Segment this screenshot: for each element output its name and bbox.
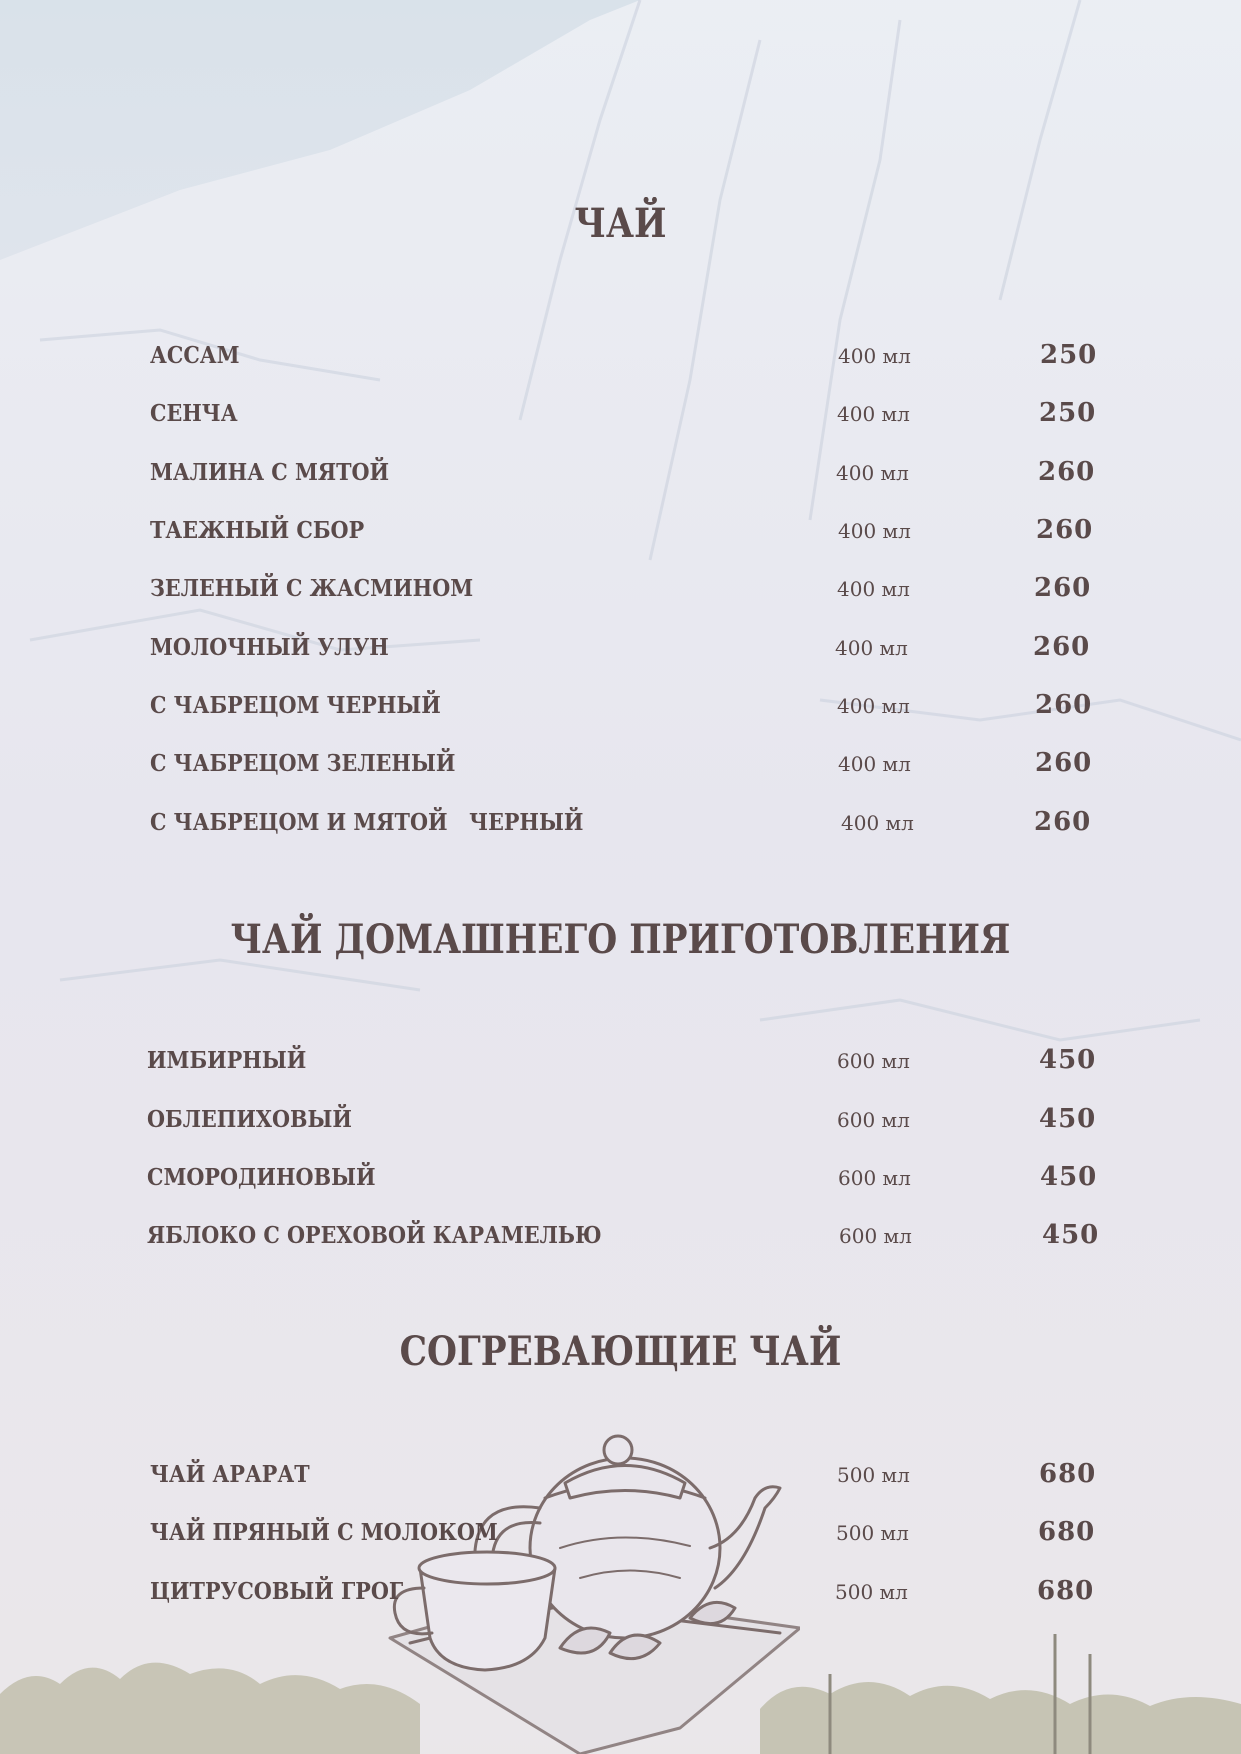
item-name: СМОРОДИНОВЫЙ	[147, 1164, 376, 1191]
menu-item	[0, 692, 1241, 728]
item-price: 260	[1034, 807, 1092, 837]
item-volume: 500 мл	[835, 1580, 908, 1604]
item-name: МОЛОЧНЫЙ УЛУН	[150, 634, 389, 661]
item-volume: 500 мл	[836, 1521, 909, 1545]
menu-item	[0, 750, 1241, 786]
item-volume: 600 мл	[839, 1224, 912, 1248]
menu-item	[0, 342, 1241, 378]
menu-item	[0, 1519, 1241, 1555]
item-price: 260	[1035, 690, 1093, 720]
item-volume: 400 мл	[838, 344, 911, 368]
item-price: 250	[1039, 398, 1097, 428]
menu-item	[0, 1106, 1241, 1142]
menu-item	[0, 1222, 1241, 1258]
item-price: 260	[1034, 573, 1092, 603]
menu-item	[0, 809, 1241, 845]
item-name: ОБЛЕПИХОВЫЙ	[147, 1106, 352, 1133]
menu-item	[0, 1461, 1241, 1497]
item-volume: 600 мл	[838, 1166, 911, 1190]
item-name: С ЧАБРЕЦОМ ЧЕРНЫЙ	[150, 692, 441, 719]
item-name: МАЛИНА С МЯТОЙ	[150, 459, 390, 486]
menu-item	[0, 634, 1241, 670]
item-name: ТАЕЖНЫЙ СБОР	[150, 517, 365, 544]
item-name: С ЧАБРЕЦОМ И МЯТОЙ ЧЕРНЫЙ	[150, 809, 584, 836]
item-volume: 400 мл	[837, 694, 910, 718]
menu-item	[0, 400, 1241, 436]
menu-item	[0, 459, 1241, 495]
item-name: АССАМ	[150, 342, 240, 369]
item-price: 260	[1038, 457, 1096, 487]
section-title-tea: ЧАЙ	[574, 200, 667, 247]
item-name: СЕНЧА	[150, 400, 238, 427]
item-price: 260	[1035, 748, 1093, 778]
item-volume: 500 мл	[837, 1463, 910, 1487]
item-name: ЧАЙ ПРЯНЫЙ С МОЛОКОМ	[150, 1519, 498, 1546]
item-price: 680	[1038, 1517, 1096, 1547]
item-name: ЧАЙ АРАРАТ	[150, 1461, 310, 1488]
item-price: 450	[1039, 1104, 1097, 1134]
item-volume: 400 мл	[835, 636, 908, 660]
item-volume: 400 мл	[836, 461, 909, 485]
item-volume: 600 мл	[837, 1049, 910, 1073]
item-volume: 600 мл	[837, 1108, 910, 1132]
item-price: 680	[1039, 1459, 1097, 1489]
item-volume: 400 мл	[838, 752, 911, 776]
item-name: ИМБИРНЫЙ	[147, 1047, 307, 1074]
item-name: ЦИТРУСОВЫЙ ГРОГ	[150, 1578, 404, 1605]
section-title-homemade-tea: ЧАЙ ДОМАШНЕГО ПРИГОТОВЛЕНИЯ	[230, 916, 1011, 963]
item-price: 450	[1040, 1162, 1098, 1192]
menu-item	[0, 1047, 1241, 1083]
item-volume: 400 мл	[838, 519, 911, 543]
menu-item	[0, 1578, 1241, 1614]
item-name: ЗЕЛЕНЫЙ С ЖАСМИНОМ	[150, 575, 474, 602]
menu-item	[0, 517, 1241, 553]
item-name: ЯБЛОКО С ОРЕХОВОЙ КАРАМЕЛЬЮ	[147, 1222, 602, 1249]
item-name: С ЧАБРЕЦОМ ЗЕЛЕНЫЙ	[150, 750, 456, 777]
item-price: 450	[1039, 1045, 1097, 1075]
item-volume: 400 мл	[837, 402, 910, 426]
item-volume: 400 мл	[841, 811, 914, 835]
item-price: 260	[1033, 632, 1091, 662]
item-price: 680	[1037, 1576, 1095, 1606]
menu-item	[0, 1164, 1241, 1200]
section-title-warming-tea: СОГРЕВАЮЩИЕ ЧАЙ	[399, 1328, 842, 1375]
item-price: 450	[1042, 1220, 1100, 1250]
item-price: 260	[1036, 515, 1094, 545]
menu-item	[0, 575, 1241, 611]
item-volume: 400 мл	[837, 577, 910, 601]
item-price: 250	[1040, 340, 1098, 370]
